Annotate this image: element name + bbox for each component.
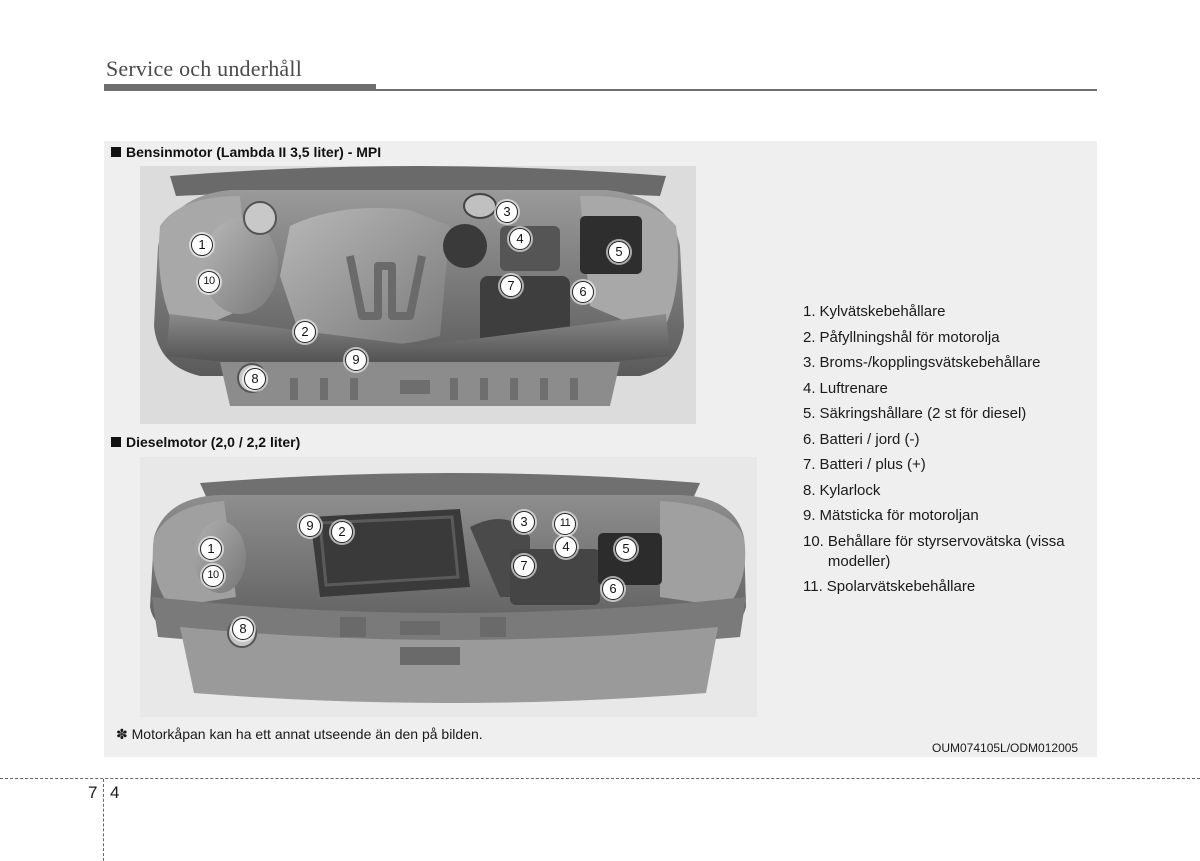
chapter-number: 7: [88, 783, 98, 802]
petrol-engine-illustration: [140, 166, 696, 424]
footer-dashed-rule: [0, 778, 1200, 779]
petrol-callout-8: 8: [244, 368, 266, 390]
header-rule-thin: [376, 89, 1097, 91]
diesel-engine-illustration: [140, 457, 757, 717]
component-legend: [803, 302, 1088, 603]
footer-dashed-divider: [103, 779, 104, 861]
legend-item: 9. Mätsticka för motoroljan: [803, 507, 979, 524]
petrol-callout-5: 5: [608, 241, 630, 263]
image-reference-code: OUM074105L/ODM012005: [932, 741, 1079, 755]
petrol-callout-4: 4: [509, 228, 531, 250]
petrol-callout-3: 3: [496, 201, 518, 223]
petrol-callout-7: 7: [500, 275, 522, 297]
diesel-callout-11: 11: [554, 513, 576, 535]
footnote: ✽ Motorkåpan kan ha ett annat utseende än den på bilden.: [116, 726, 483, 742]
legend-item: 11. Spolarvätskebehållare: [803, 578, 976, 595]
petrol-callout-10: 10: [198, 271, 220, 293]
legend-item: 10. Behållare för styrservovätska (vissa modeller): [803, 532, 1065, 570]
legend-item: 6. Batteri / jord (-): [803, 430, 920, 448]
diesel-callout-7: 7: [513, 555, 535, 577]
legend-item: 1. Kylvätskebehållare: [803, 303, 946, 320]
legend-item: 4. Luftrenare: [803, 379, 888, 397]
petrol-engine-heading: Bensinmotor (Lambda II 3,5 liter) - MPI: [111, 144, 381, 160]
diesel-callout-2: 2: [331, 521, 353, 543]
diesel-callout-9: 9: [299, 515, 321, 537]
petrol-callout-9: 9: [345, 349, 367, 371]
square-bullet-icon: [111, 147, 121, 157]
petrol-callout-6: 6: [572, 281, 594, 303]
diesel-callout-6: 6: [602, 578, 624, 600]
petrol-callout-2: 2: [294, 321, 316, 343]
diesel-callout-3: 3: [513, 511, 535, 533]
diesel-callout-5: 5: [615, 538, 637, 560]
legend-item: 3. Broms-/kopplingsvätskebehållare: [803, 354, 1041, 371]
header-rule-thick: [104, 84, 376, 91]
square-bullet-icon: [111, 437, 121, 447]
legend-item: 7. Batteri / plus (+): [803, 456, 926, 473]
diesel-callout-10: 10: [202, 565, 224, 587]
diesel-callout-1: 1: [200, 538, 222, 560]
diesel-callout-4: 4: [555, 536, 577, 558]
page-header-title: Service och underhåll: [106, 56, 303, 81]
legend-item: 2. Påfyllningshål för motorolja: [803, 328, 1000, 346]
diesel-engine-image: [140, 457, 757, 717]
diesel-callout-8: 8: [232, 618, 254, 640]
page-number: 4: [110, 783, 120, 802]
legend-item: 8. Kylarlock: [803, 481, 881, 499]
diesel-engine-heading: Dieselmotor (2,0 / 2,2 liter): [111, 434, 300, 450]
petrol-engine-image: [140, 166, 696, 424]
petrol-callout-1: 1: [191, 234, 213, 256]
legend-item: 5. Säkringshållare (2 st för diesel): [803, 405, 1027, 422]
